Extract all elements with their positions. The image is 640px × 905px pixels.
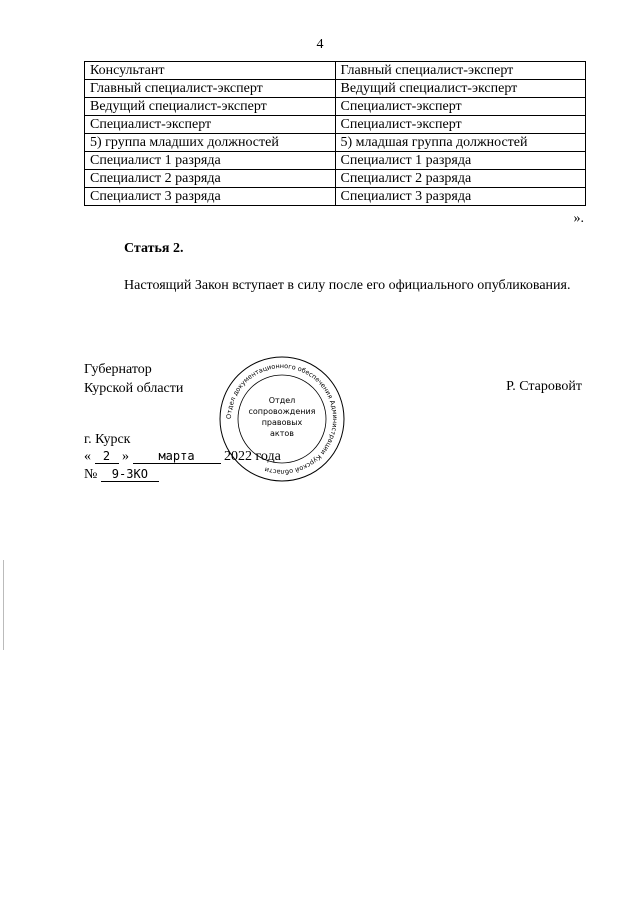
table-cell-new: Специалист 1 разряда bbox=[335, 152, 586, 170]
signing-date bbox=[84, 449, 281, 465]
table-row bbox=[85, 98, 586, 116]
article-text: Настоящий Закон вступает в силу после его официального опубликования. bbox=[124, 278, 571, 293]
table-cell-current: Ведущий специалист-эксперт bbox=[85, 98, 336, 116]
stamp-line2: сопровождения bbox=[248, 407, 316, 416]
table-cell-new: Специалист-эксперт bbox=[335, 116, 586, 134]
law-number bbox=[84, 467, 159, 483]
table-cell-current: Главный специалист-эксперт bbox=[85, 80, 336, 98]
closing-quote: ». bbox=[573, 211, 584, 226]
governor-title-line1: Губернатор bbox=[84, 362, 152, 377]
place: г. Курск bbox=[84, 432, 131, 447]
article-title: Статья 2. bbox=[124, 241, 184, 256]
table-cell-current: Специалист-эксперт bbox=[85, 116, 336, 134]
date-open-quote: « bbox=[84, 449, 91, 464]
table-cell-new: Главный специалист-эксперт bbox=[335, 62, 586, 80]
table-cell-current: Специалист 3 разряда bbox=[85, 188, 336, 206]
table-row bbox=[85, 134, 586, 152]
date-day: 2 bbox=[95, 449, 119, 464]
table-row bbox=[85, 188, 586, 206]
official-stamp bbox=[216, 353, 348, 485]
stamp-line1: Отдел bbox=[268, 396, 296, 405]
table-cell-current: Специалист 1 разряда bbox=[85, 152, 336, 170]
table-row bbox=[85, 170, 586, 188]
table-row bbox=[85, 152, 586, 170]
stamp-line3: правовых bbox=[261, 418, 303, 427]
date-year: 2022 года bbox=[224, 449, 281, 464]
governor-name: Р. Старовойт bbox=[506, 379, 582, 394]
table-cell-current: Консультант bbox=[85, 62, 336, 80]
table-row bbox=[85, 62, 586, 80]
stamp-line4: актов bbox=[269, 429, 295, 438]
table-cell-new: Специалист 2 разряда bbox=[335, 170, 586, 188]
stamp-ring-text: Отдел документационного обеспечения Администрации Курской области bbox=[224, 361, 340, 477]
table-row bbox=[85, 116, 586, 134]
table-cell-new: Специалист-эксперт bbox=[335, 98, 586, 116]
table-cell-current: Специалист 2 разряда bbox=[85, 170, 336, 188]
governor-title bbox=[84, 360, 183, 398]
table-row bbox=[85, 80, 586, 98]
table-cell-new: 5) младшая группа должностей bbox=[335, 134, 586, 152]
number-label: № bbox=[84, 467, 98, 482]
positions-table bbox=[84, 61, 586, 206]
date-month: марта bbox=[133, 449, 221, 464]
table-cell-current: 5) группа младших должностей bbox=[85, 134, 336, 152]
scan-margin-line bbox=[3, 560, 4, 650]
number-value: 9-ЗКО bbox=[101, 467, 159, 482]
page-number: 4 bbox=[316, 37, 324, 52]
date-close-quote: » bbox=[122, 449, 129, 464]
table-cell-new: Специалист 3 разряда bbox=[335, 188, 586, 206]
table-cell-new: Ведущий специалист-эксперт bbox=[335, 80, 586, 98]
governor-title-line2: Курской области bbox=[84, 381, 184, 396]
